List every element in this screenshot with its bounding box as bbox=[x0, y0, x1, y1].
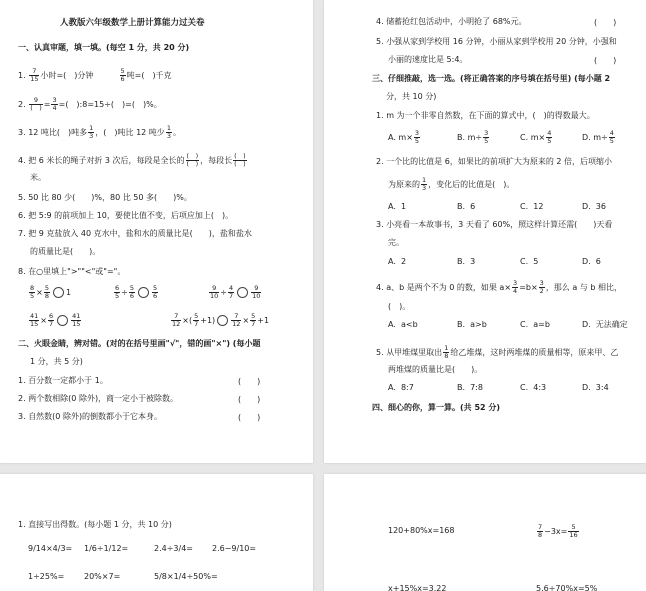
compare-item-1: $\frac{8}{5}$ × $\frac{5}{8}$ 1 bbox=[30, 284, 72, 300]
choice-question-3: 3. 小亮看一本故事书，3 天看了 60%，照这样计算还需( )天看 bbox=[376, 220, 613, 229]
section-2-heading-cont: 1 分，共 5 分) bbox=[30, 357, 83, 366]
calc-item: 2.4÷3/4= bbox=[154, 544, 194, 553]
section-3-heading: 三、仔细推敲，选一选。(将正确答案的序号填在括号里) (每小题 2 bbox=[372, 74, 611, 83]
option-b[interactable]: B. 3 bbox=[457, 257, 476, 266]
direct-calc-heading: 1. 直接写出得数。(每小题 1 分，共 10 分) bbox=[18, 520, 172, 529]
option-b[interactable]: B. a>b bbox=[457, 320, 487, 329]
answer-paren[interactable]: ( ) bbox=[594, 18, 617, 27]
compare-item-5: $\frac{7}{12}$ ×( $\frac{5}{7}$ +1) $\frac{7}{12}$ × $\frac{5}{7}$ +1 bbox=[172, 312, 270, 328]
question-3: 3. 12 吨比( )吨多 $\frac{1}{3}$ ，( )吨比 12 吨少 $\frac{1}{3}$ 。 bbox=[18, 124, 181, 140]
question-4-cont: 米。 bbox=[30, 173, 46, 182]
question-4: 4. 把 6 米长的绳子对折 3 次后，每段是全长的 $\frac{( )}{( )}$ ，每段长 $\frac{( )}{( )}$ bbox=[18, 152, 246, 168]
option-b[interactable]: B. m÷ $\frac{3}{5}$ bbox=[457, 129, 489, 145]
option-c[interactable]: C. 12 bbox=[520, 202, 544, 211]
worksheet-page-4 bbox=[324, 474, 646, 591]
calc-item: 2.6−9/10= bbox=[212, 544, 257, 553]
answer-paren[interactable]: ( ) bbox=[238, 377, 261, 386]
compare-circle[interactable] bbox=[57, 315, 68, 326]
choice-question-1: 1. m 为一个非零自然数，在下面的算式中，( )的得数最大。 bbox=[376, 111, 595, 120]
choice-question-5-cont: 两堆煤的质量比是( )。 bbox=[388, 365, 483, 374]
compare-item-3: $\frac{9}{10}$ ÷ $\frac{4}{7}$ $\frac{9}{10}$ bbox=[210, 284, 261, 300]
option-a[interactable]: A. 1 bbox=[388, 202, 407, 211]
worksheet-page-2 bbox=[324, 0, 646, 463]
question-6: 6. 把 5:9 的前项加上 10，要使比值不变，后项应加上( )。 bbox=[18, 211, 234, 220]
compare-circle[interactable] bbox=[138, 287, 149, 298]
judge-3: 3. 自然数(0 除外)的倒数都小于它本身。 bbox=[18, 412, 163, 421]
judge-2: 2. 两个数相除(0 除外)，商一定小于被除数。 bbox=[18, 394, 179, 403]
option-d[interactable]: D. 36 bbox=[582, 202, 606, 211]
option-d[interactable]: D. 6 bbox=[582, 257, 601, 266]
option-c[interactable]: C. a=b bbox=[520, 320, 550, 329]
worksheet-page-3 bbox=[0, 474, 313, 591]
calc-item: 20%×7= bbox=[84, 572, 121, 581]
question-2: 2. $\frac{9}{( )}$ = $\frac{3}{4}$ =( ):8=15÷( )=( )%。 bbox=[18, 96, 162, 112]
choice-question-4: 4. a、b 是两个不为 0 的数，如果 a× $\frac{3}{4}$ =b× $\frac{3}{2}$ ，那么 a 与 b 相比， bbox=[376, 279, 622, 295]
option-b[interactable]: B. 6 bbox=[457, 202, 476, 211]
choice-question-2: 2. 一个比的比值是 6，如果比的前项扩大为原来的 2 倍，后项缩小 bbox=[376, 157, 612, 166]
blank-fraction: $\frac{( )}{( )}$ bbox=[186, 152, 199, 168]
worksheet-page-1 bbox=[0, 0, 313, 463]
fraction: $\frac{7}{15}$ bbox=[30, 67, 39, 83]
option-c[interactable]: C. 4:3 bbox=[520, 383, 547, 392]
compare-circle[interactable] bbox=[237, 287, 248, 298]
option-a[interactable]: A. m× $\frac{3}{5}$ bbox=[388, 129, 420, 145]
fraction: $\frac{3}{4}$ bbox=[52, 96, 57, 112]
equation-1: 120+80%x=168 bbox=[388, 526, 455, 535]
compare-circle[interactable] bbox=[217, 315, 228, 326]
equation-3: x+15%x=3.22 bbox=[388, 584, 447, 591]
fraction: $\frac{1}{3}$ bbox=[166, 124, 171, 140]
option-a[interactable]: A. 2 bbox=[388, 257, 407, 266]
section-2-heading: 二、火眼金睛，辨对错。(对的在括号里画"√"，错的画"×") (每小题 bbox=[18, 339, 261, 348]
option-d[interactable]: D. 无法确定 bbox=[582, 320, 628, 329]
answer-paren[interactable]: ( ) bbox=[238, 395, 261, 404]
choice-question-3-cont: 完。 bbox=[388, 238, 404, 247]
blank-fraction: $\frac{( )}{( )}$ bbox=[234, 152, 246, 168]
option-c[interactable]: C. m× $\frac{4}{5}$ bbox=[520, 129, 552, 145]
judge-5-cont: 小丽的速度比是 5:4。 bbox=[388, 55, 468, 64]
option-d[interactable]: D. 3:4 bbox=[582, 383, 609, 392]
question-7: 7. 把 9 克盐放入 40 克水中，盐和水的质量比是( )，盐和盐水 bbox=[18, 229, 252, 238]
question-8: 8. 在○里填上">""<"或"="。 bbox=[18, 267, 126, 276]
page-title: 人教版六年级数学上册计算能力过关卷 bbox=[60, 18, 205, 28]
option-a[interactable]: A. a<b bbox=[388, 320, 418, 329]
option-c[interactable]: C. 5 bbox=[520, 257, 539, 266]
question-7-cont: 的质量比是( )。 bbox=[30, 247, 101, 256]
question-1: 1. $\frac{7}{15}$ 小时=( )分钟 $\frac{5}{6}$ 吨=( )千克 bbox=[18, 67, 172, 83]
option-d[interactable]: D. m÷ $\frac{4}{5}$ bbox=[582, 129, 614, 145]
section-3-heading-cont: 分，共 10 分) bbox=[386, 92, 437, 101]
compare-circle[interactable] bbox=[53, 287, 64, 298]
fraction: $\frac{1}{3}$ bbox=[89, 124, 94, 140]
answer-paren[interactable]: ( ) bbox=[594, 56, 617, 65]
fraction: $\frac{5}{6}$ bbox=[120, 67, 125, 83]
choice-question-4-cont: ( )。 bbox=[388, 302, 411, 311]
equation-4: 5.6÷70%x=5% bbox=[536, 584, 598, 591]
equation-2: $\frac{7}{8}$ −3x= $\frac{5}{16}$ bbox=[538, 523, 578, 539]
question-5: 5. 50 比 80 少( )%，80 比 50 多( )%。 bbox=[18, 193, 192, 202]
option-b[interactable]: B. 7:8 bbox=[457, 383, 483, 392]
calc-item: 5/8×1/4÷50%= bbox=[154, 572, 218, 581]
section-4-heading: 四、细心的你，算一算。(共 52 分) bbox=[372, 403, 501, 412]
calc-item: 1/6÷1/12= bbox=[84, 544, 129, 553]
choice-question-5: 5. 从甲堆煤里取出 $\frac{1}{8}$ 给乙堆煤，这时两堆煤的质量相等，原来甲、乙 bbox=[376, 344, 619, 360]
judge-5: 5. 小强从家到学校用 16 分钟，小丽从家到学校用 20 分钟，小强和 bbox=[376, 37, 617, 46]
judge-1: 1. 百分数一定都小于 1。 bbox=[18, 376, 108, 385]
choice-question-2-cont: 为原来的 $\frac{1}{3}$ ，变化后的比值是( )。 bbox=[388, 176, 515, 192]
compare-item-2: $\frac{6}{5}$ ÷ $\frac{5}{6}$ $\frac{5}{6}$ bbox=[115, 284, 158, 300]
judge-4: 4. 储蓄抢红包活动中，小明抢了 68%元。 bbox=[376, 17, 527, 26]
calc-item: 1÷25%= bbox=[28, 572, 65, 581]
section-1-heading: 一、认真审题，填一填。(每空 1 分，共 20 分) bbox=[18, 43, 190, 52]
fraction: $\frac{9}{( )}$ bbox=[30, 96, 42, 112]
compare-item-4: $\frac{41}{15}$ × $\frac{6}{7}$ $\frac{41}{15}$ bbox=[30, 312, 81, 328]
option-a[interactable]: A. 8:7 bbox=[388, 383, 414, 392]
calc-item: 9/14×4/3= bbox=[28, 544, 73, 553]
answer-paren[interactable]: ( ) bbox=[238, 413, 261, 422]
